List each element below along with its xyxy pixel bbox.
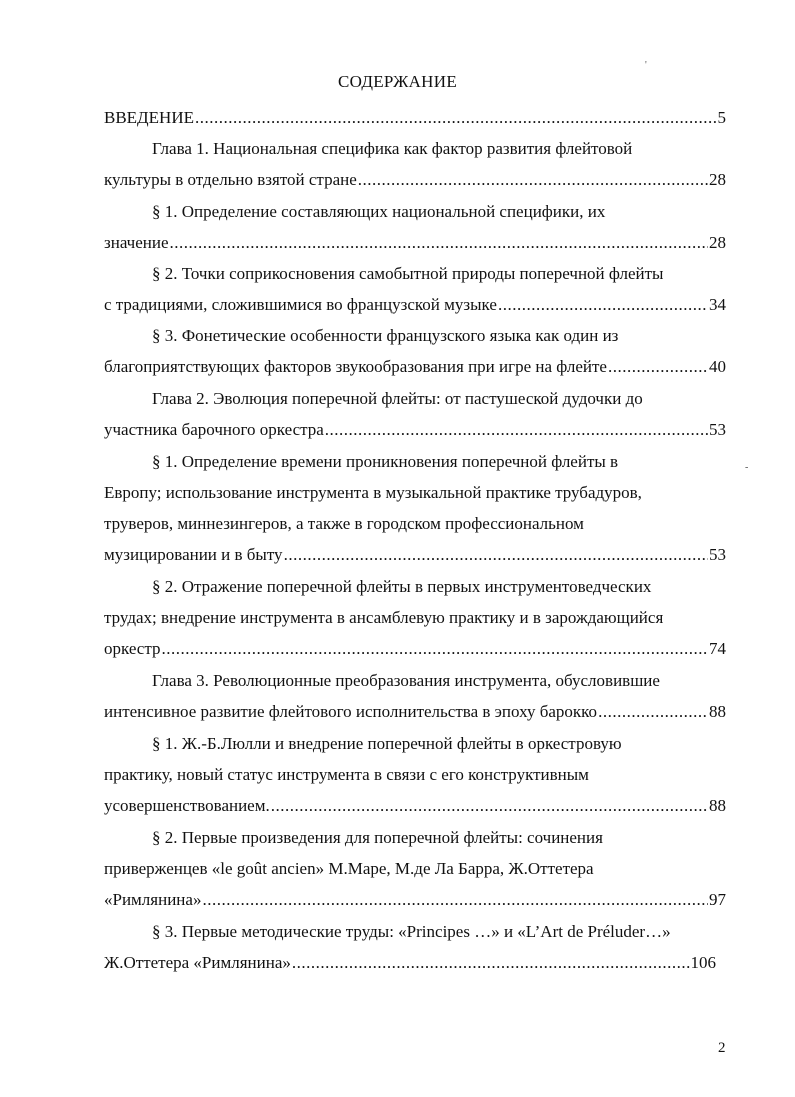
- leader-dots: [292, 951, 690, 975]
- leader-dots: [195, 106, 717, 130]
- toc-page-number: 34: [709, 295, 726, 314]
- page-title: СОДЕРЖАНИЕ: [337, 72, 458, 91]
- toc-page-number: 97: [709, 890, 726, 909]
- toc-entry-label: участника барочного оркестра: [104, 420, 324, 439]
- toc-entry-chapter-2: [104, 418, 726, 442]
- toc-page-number: 88: [709, 796, 726, 815]
- leader-dots: [498, 293, 708, 317]
- toc-page-number: 40: [709, 357, 726, 376]
- toc-entry-label: с традициями, сложившимися во французской музыке: [104, 295, 497, 314]
- toc-entry-chapter-3: [104, 700, 726, 724]
- toc-entry-section-1-2: [104, 293, 726, 317]
- toc-page-number: 88: [709, 702, 726, 721]
- toc-section-3-1-line-2: практику, новый статус инструмента в связи с его конструктивным: [104, 765, 589, 784]
- toc-page-number: 53: [709, 545, 726, 564]
- toc-entry-section-1-1: [104, 231, 726, 255]
- toc-section-3-1-line-1: § 1. Ж.-Б.Люлли и внедрение поперечной флейты в оркестровую: [152, 734, 622, 753]
- toc-entry-label: «Римлянина»: [104, 890, 202, 909]
- toc-section-2-2-line-1: § 2. Отражение поперечной флейты в первых инструментоведческих: [152, 577, 652, 596]
- leader-dots: [358, 168, 708, 192]
- toc-section-3-2-line-1: § 2. Первые произведения для поперечной флейты: сочинения: [152, 828, 603, 847]
- leader-dots: [325, 418, 708, 442]
- toc-chapter-1-line-1: Глава 1. Национальная специфика как фактор развития флейтовой: [152, 139, 633, 158]
- leader-dots: [284, 543, 708, 567]
- leader-dots: [202, 888, 708, 912]
- page-number: 2: [718, 1040, 726, 1056]
- scan-speck: -: [745, 462, 749, 473]
- toc-section-3-3-line-1: § 3. Первые методические труды: «Principes …» и «L’Art de Préluder…»: [152, 922, 671, 941]
- toc-entry-label: ВВЕДЕНИЕ: [104, 108, 194, 127]
- toc-entry-chapter-1: [104, 168, 726, 192]
- toc-entry-section-3-2: [104, 888, 726, 912]
- toc-entry-label: интенсивное развитие флейтового исполнительства в эпоху барокко: [104, 702, 598, 721]
- toc-page-number: 5: [717, 108, 726, 127]
- leader-dots: [598, 700, 708, 724]
- toc-section-2-1-line-3: труверов, миннезингеров, а также в городском профессиональном: [104, 514, 584, 533]
- toc-entry-label: культуры в отдельно взятой стране: [104, 170, 357, 189]
- toc-entry-section-3-3: [104, 951, 716, 975]
- toc-entry-label: оркестр: [104, 639, 161, 658]
- toc-section-2-1-line-2: Европу; использование инструмента в музыкальной практике трубадуров,: [104, 483, 642, 502]
- toc-section-3-2-line-2: приверженцев «le goût ancien» М.Маре, М.де Ла Барра, Ж.Оттетера: [104, 859, 594, 878]
- toc-section-1-3-line-1: § 3. Фонетические особенности французского языка как один из: [152, 326, 619, 345]
- leader-dots: [170, 231, 708, 255]
- toc-entry-section-2-2: [104, 637, 726, 661]
- toc-entry-section-2-1: [104, 543, 726, 567]
- toc-chapter-2-line-1: Глава 2. Эволюция поперечной флейты: от пастушеской дудочки до: [152, 389, 643, 408]
- toc-chapter-3-line-1: Глава 3. Революционные преобразования инструмента, обусловившие: [152, 671, 660, 690]
- toc-section-2-2-line-2: трудах; внедрение инструмента в ансамблевую практику и в зарождающийся: [104, 608, 664, 627]
- toc-page-number: 53: [709, 420, 726, 439]
- toc-page-number: 74: [709, 639, 726, 658]
- toc-section-1-1-line-1: § 1. Определение составляющих национальной специфики, их: [152, 202, 606, 221]
- toc-entry-label: благоприятствующих факторов звукообразования при игре на флейте: [104, 357, 607, 376]
- toc-page-number: 28: [709, 170, 726, 189]
- toc-page-number: 28: [709, 233, 726, 252]
- toc-section-1-2-line-1: § 2. Точки соприкосновения самобытной природы поперечной флейты: [152, 264, 664, 283]
- toc-entry-section-3-1: [104, 794, 726, 818]
- toc-page-number: 106: [690, 953, 716, 972]
- leader-dots: [608, 355, 708, 379]
- toc-entry-label: музицировании и в быту: [104, 545, 283, 564]
- leader-dots: [162, 637, 709, 661]
- scan-speck: ': [645, 60, 647, 71]
- toc-entry-introduction: [104, 106, 726, 130]
- toc-entry-label: усовершенствованием.: [104, 796, 270, 815]
- toc-entry-label: значение: [104, 233, 169, 252]
- toc-entry-label: Ж.Оттетера «Римлянина»: [104, 953, 291, 972]
- toc-section-2-1-line-1: § 1. Определение времени проникновения поперечной флейты в: [152, 452, 619, 471]
- toc-entry-section-1-3: [104, 355, 726, 379]
- leader-dots: [271, 794, 708, 818]
